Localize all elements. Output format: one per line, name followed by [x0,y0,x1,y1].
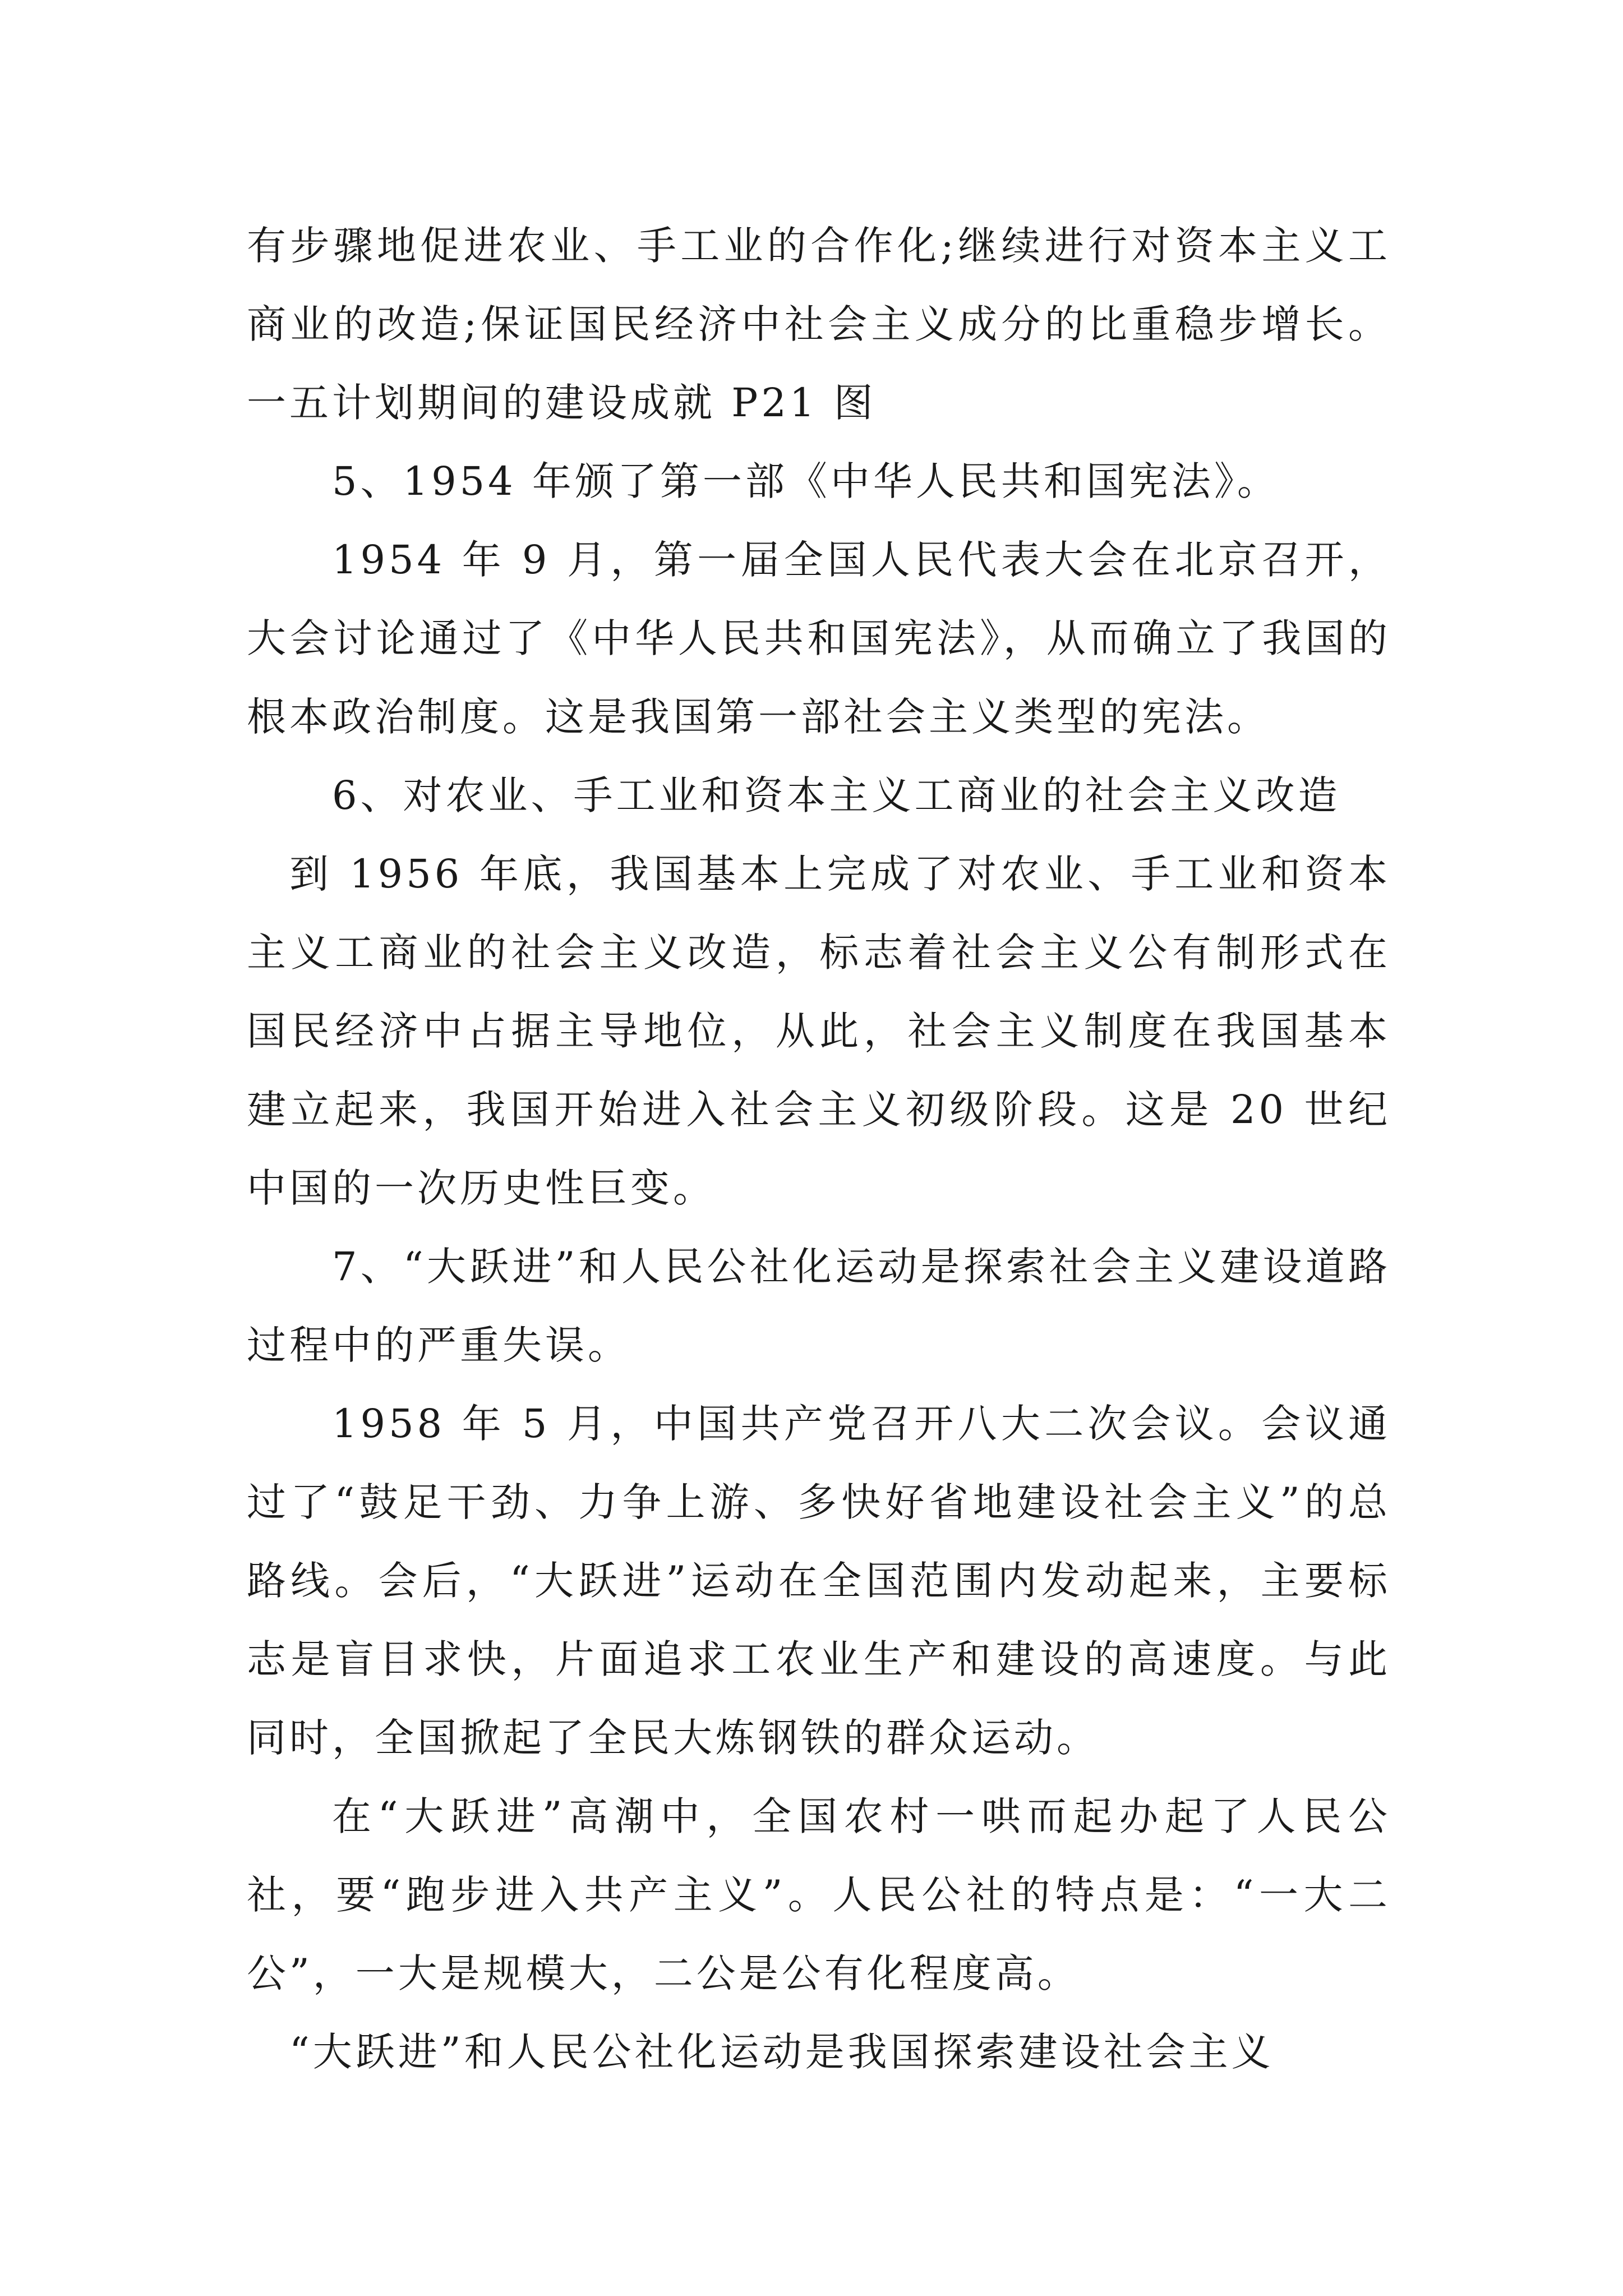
heading-great-leap-forward: 7、“大跃进”和人民公社化运动是探索社会主义建设道路过程中的严重失误。 [247,1244,1391,1368]
heading-socialist-transformation: 6、对农业、手工业和资本主义工商业的社会主义改造 [332,772,1341,818]
heading-constitution: 5、1954 年颁了第一部《中华人民共和国宪法》。 [332,458,1280,504]
paragraph-continuation: 有步骤地促进农业、手工业的合作化;继续进行对资本主义工商业的改造;保证国民经济中社会主义成分的比重稳步增长。 一五计划期间的建设成就 P21 图 [247,223,1391,426]
paragraph-conclusion: “大跃进”和人民公社化运动是我国探索建设社会主义 [289,2029,1274,2075]
document-body [247,206,1391,2091]
paragraph-socialist-transformation: 到 1956 年底，我国基本上完成了对农业、手工业和资本主义工商业的社会主义改造，标志着社会主义公有制形式在国民经济中占据主导地位，从此，社会主义制度在我国基本建立起来，我国开始进入社会主义初级阶段。这是 20 世纪中国的一次历史性巨变。 [247,851,1391,1211]
paragraph-general-line: 1958 年 5 月，中国共产党召开八大二次会议。会议通过了“鼓足干劲、力争上游、多快好省地建设社会主义”的总路线。会后，“大跃进”运动在全国范围内发动起来，主要标志是盲目求快，片面追求工农业生产和建设的高速度。与此同时，全国掀起了全民大炼钢铁的群众运动。 [247,1401,1391,1761]
paragraph-constitution: 1954 年 9 月，第一届全国人民代表大会在北京召开，大会讨论通过了《中华人民共和国宪法》，从而确立了我国的根本政治制度。这是我国第一部社会主义类型的宪法。 [247,537,1391,740]
paragraph-peoples-commune: 在“大跃进”高潮中，全国农村一哄而起办起了人民公社，要“跑步进入共产主义”。人民公社的特点是：“一大二公”，一大是规模大，二公是公有化程度高。 [247,1793,1391,1996]
